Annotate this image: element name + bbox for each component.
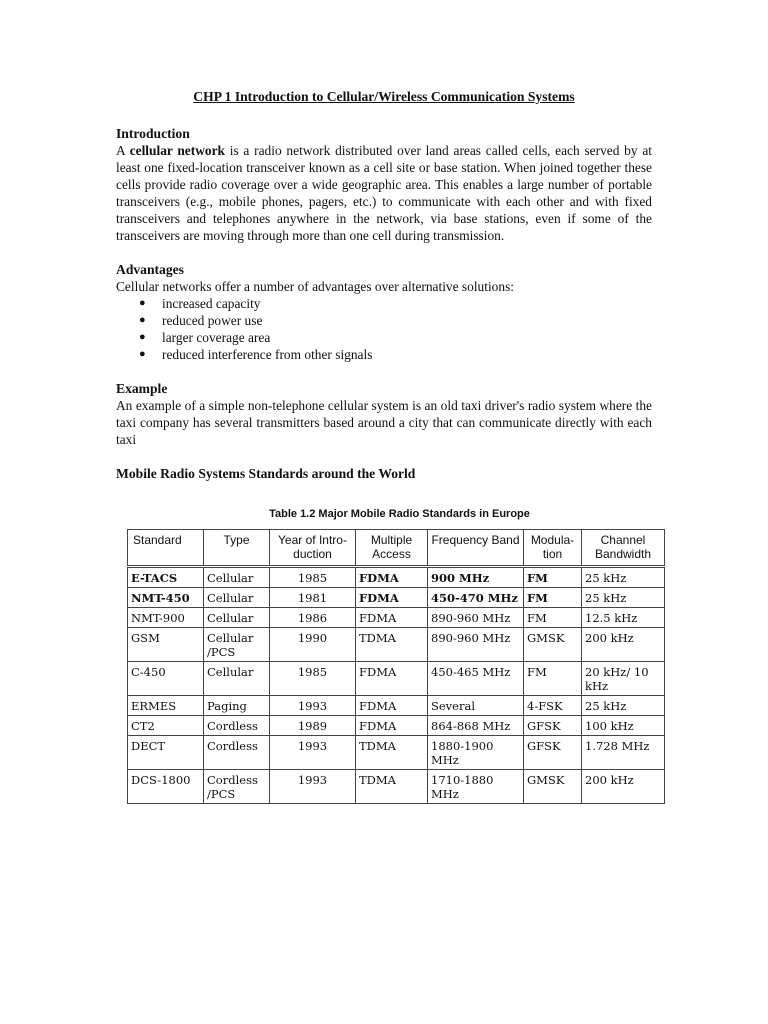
example-heading: Example <box>116 381 168 396</box>
advantages-intro: Cellular networks offer a number of advantages over alternative solutions: <box>116 279 514 294</box>
cell-modulation: FM <box>524 588 582 608</box>
list-item: ● increased capacity <box>139 296 261 311</box>
cell-band: 864-868 MHz <box>428 716 524 736</box>
cell-bandwidth: 25 kHz <box>582 567 665 588</box>
cell-type: Cellular <box>204 608 270 628</box>
cell-bandwidth: 200 kHz <box>582 770 665 804</box>
cell-year: 1981 <box>270 588 356 608</box>
cell-type: Cellular <box>204 588 270 608</box>
cell-access: FDMA <box>356 716 428 736</box>
advantages-heading: Advantages <box>116 262 184 277</box>
cell-type: Cordless /PCS <box>204 770 270 804</box>
cell-modulation: GFSK <box>524 716 582 736</box>
cell-standard: DCS-1800 <box>128 770 204 804</box>
cell-type: Cordless <box>204 716 270 736</box>
bullet-icon: ● <box>139 297 146 309</box>
cell-bandwidth: 25 kHz <box>582 696 665 716</box>
cell-access: FDMA <box>356 567 428 588</box>
cell-year: 1993 <box>270 696 356 716</box>
cell-access: FDMA <box>356 696 428 716</box>
cellular-network-term: cellular network <box>129 143 225 158</box>
cell-standard: E-TACS <box>128 567 204 588</box>
cell-year: 1989 <box>270 716 356 736</box>
cell-modulation: FM <box>524 608 582 628</box>
list-item: ● reduced power use <box>139 313 263 328</box>
standards-table-figure <box>127 507 664 804</box>
column-header: Multiple Access <box>356 530 428 567</box>
document-title: CHP 1 Introduction to Cellular/Wireless Communication Systems <box>193 89 575 104</box>
table-row <box>128 628 665 662</box>
cell-band: 450-470 MHz <box>428 588 524 608</box>
document-page <box>116 88 652 482</box>
column-header: Modula-tion <box>524 530 582 567</box>
introduction-paragraph <box>116 142 652 244</box>
cell-bandwidth: 12.5 kHz <box>582 608 665 628</box>
cell-type: Paging <box>204 696 270 716</box>
cell-bandwidth: 100 kHz <box>582 716 665 736</box>
table-caption: Table 1.2 Major Mobile Radio Standards in Europe <box>269 508 530 520</box>
cell-standard: ERMES <box>128 696 204 716</box>
column-header: Standard <box>128 530 204 567</box>
cell-year: 1993 <box>270 770 356 804</box>
cell-type: Cellular <box>204 662 270 696</box>
table-row <box>128 736 665 770</box>
cell-modulation: FM <box>524 662 582 696</box>
bullet-icon: ● <box>139 314 146 326</box>
table-row <box>128 608 665 628</box>
intro-lead: A <box>116 143 130 158</box>
cell-standard: DECT <box>128 736 204 770</box>
cell-year: 1993 <box>270 736 356 770</box>
cell-access: TDMA <box>356 770 428 804</box>
cell-type: Cellular /PCS <box>204 628 270 662</box>
cell-band: 1880-1900 MHz <box>428 736 524 770</box>
cell-band: 450-465 MHz <box>428 662 524 696</box>
standards-heading: Mobile Radio Systems Standards around the World <box>116 466 416 481</box>
column-header: Frequency Band <box>428 530 524 567</box>
table-row <box>128 696 665 716</box>
cell-modulation: GMSK <box>524 770 582 804</box>
cell-year: 1985 <box>270 567 356 588</box>
cell-standard: CT2 <box>128 716 204 736</box>
cell-band: Several <box>428 696 524 716</box>
list-item: ● larger coverage area <box>139 330 271 345</box>
cell-access: FDMA <box>356 662 428 696</box>
table-row <box>128 716 665 736</box>
cell-standard: NMT-450 <box>128 588 204 608</box>
example-paragraph: An example of a simple non-telephone cellular system is an old taxi driver's radio system where the taxi company has several transmitters based around a city that can communicate directly with each taxi <box>116 398 652 447</box>
cell-bandwidth: 20 kHz/ 10 kHz <box>582 662 665 696</box>
cell-standard: C-450 <box>128 662 204 696</box>
table-row <box>128 567 665 588</box>
cell-year: 1990 <box>270 628 356 662</box>
column-header: Year of Intro-duction <box>270 530 356 567</box>
cell-modulation: GFSK <box>524 736 582 770</box>
cell-year: 1986 <box>270 608 356 628</box>
cell-band: 890-960 MHz <box>428 628 524 662</box>
advantages-list <box>116 295 652 363</box>
cell-modulation: GMSK <box>524 628 582 662</box>
cell-band: 890-960 MHz <box>428 608 524 628</box>
table-row <box>128 770 665 804</box>
table-row <box>128 662 665 696</box>
cell-standard: NMT-900 <box>128 608 204 628</box>
bullet-icon: ● <box>139 331 146 343</box>
table-header-row <box>128 530 665 567</box>
cell-access: FDMA <box>356 588 428 608</box>
intro-body: is a radio network distributed over land areas called cells, each served by at least one fixed-location transceiver known as a cell site or base station. When joined together these cells provide radio coverage over a wide geographic area. This enables a large number of portable transceivers (e.g., mobile phones, pagers, etc.) to communicate with each other and with fixed transceivers and telephones anywhere in the network, via base stations, even if some of the transceivers are moving through more than one cell during transmission. <box>116 143 652 243</box>
cell-year: 1985 <box>270 662 356 696</box>
cell-access: TDMA <box>356 736 428 770</box>
standards-table <box>127 529 665 804</box>
column-header: Type <box>204 530 270 567</box>
column-header: Channel Bandwidth <box>582 530 665 567</box>
list-item: ● reduced interference from other signals <box>139 347 373 362</box>
introduction-heading: Introduction <box>116 126 190 141</box>
cell-access: FDMA <box>356 608 428 628</box>
cell-standard: GSM <box>128 628 204 662</box>
cell-bandwidth: 25 kHz <box>582 588 665 608</box>
cell-type: Cordless <box>204 736 270 770</box>
table-row <box>128 588 665 608</box>
bullet-icon: ● <box>139 348 146 360</box>
cell-band: 1710-1880 MHz <box>428 770 524 804</box>
cell-bandwidth: 200 kHz <box>582 628 665 662</box>
cell-type: Cellular <box>204 567 270 588</box>
cell-bandwidth: 1.728 MHz <box>582 736 665 770</box>
cell-modulation: 4-FSK <box>524 696 582 716</box>
cell-access: TDMA <box>356 628 428 662</box>
cell-modulation: FM <box>524 567 582 588</box>
cell-band: 900 MHz <box>428 567 524 588</box>
